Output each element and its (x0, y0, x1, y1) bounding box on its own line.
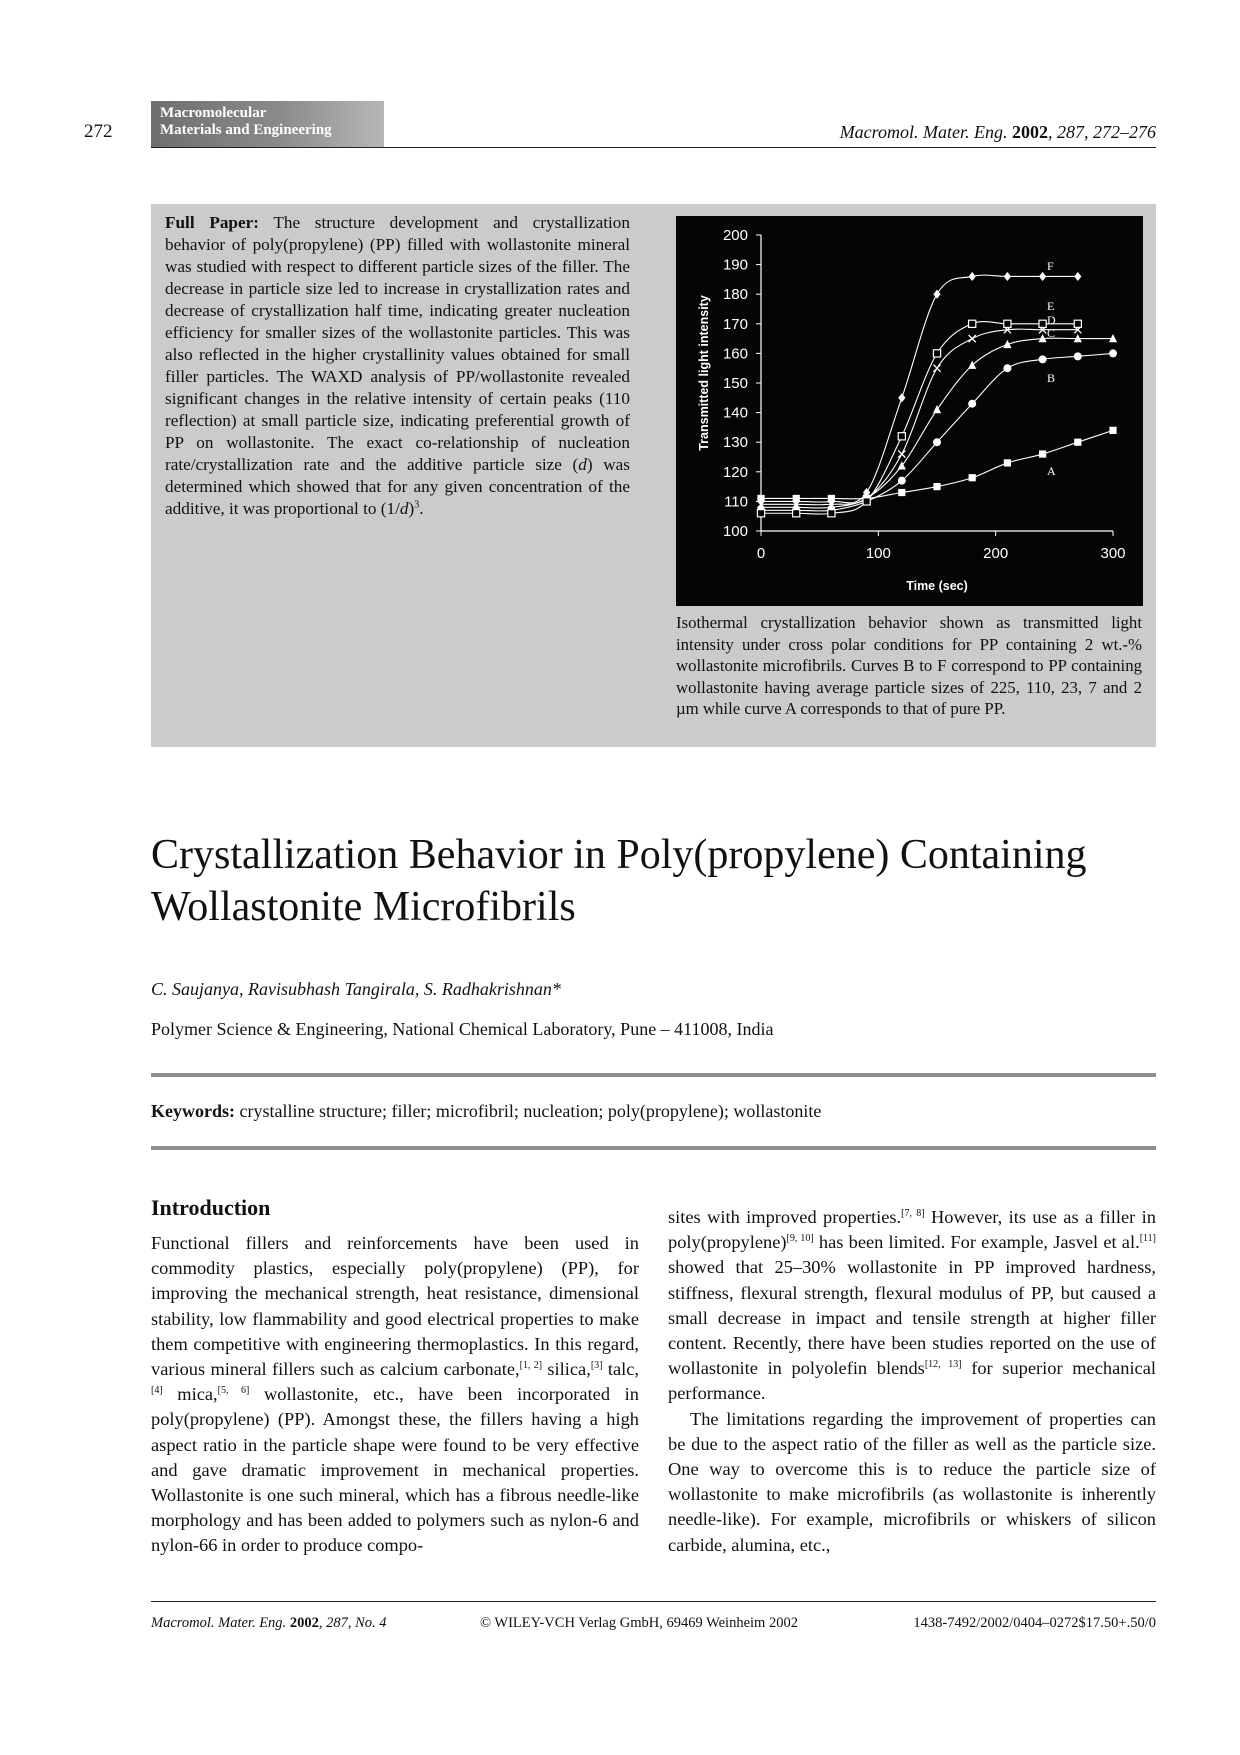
data-point (933, 483, 940, 490)
y-tick-label: 140 (722, 404, 748, 422)
series-label: C (1047, 326, 1056, 340)
data-point (1109, 349, 1117, 357)
abstract-variable-d: d (578, 455, 587, 474)
y-tick-label: 180 (722, 286, 748, 304)
intro-paragraph-1-continued (668, 1205, 1156, 1407)
data-point (898, 477, 906, 485)
data-point (933, 438, 941, 446)
x-axis-label: Time (sec) (906, 579, 968, 593)
data-point (1074, 352, 1082, 360)
citation: [4] (151, 1385, 163, 1397)
data-point (1074, 320, 1081, 327)
intro-paragraph-2: The limitations regarding the improvement of properties can be due to the aspect ratio of the filler as well as the particle size. One way to overcome this is to reduce the particle size of wollastonite to make microfibrils (as wollastonite is inherently needle-like). For example, microfibrils or whiskers of silicon carbide, alumina, etc., (668, 1408, 1156, 1555)
journal-logo (151, 101, 384, 147)
data-point (1074, 439, 1081, 446)
data-point (969, 320, 976, 327)
abstract-text-1: The structure development and crystallization behavior of poly(propylene) (PP) filled with wollastonite mineral was studied with respect to different particle sizes of the filler. The decrease in particle size led to increase in crystallization rates and decrease of crystallization half time, indicating greater nucleation efficiency for smaller sizes of the wollastonite particles. This was also reflected in the higher crystallinity values obtained for small filler particles. The WAXD analysis of PP/wollastonite revealed significant changes in the relative intensity of certain peaks (110 reflection) at small particle size, indicating preferential growth of PP on wollastonite. The exact co-relationship of nucleation rate/crystallization rate and the additive particle size ( (165, 213, 630, 474)
text-run: talc, (602, 1359, 639, 1380)
abstract-text-3: ) (408, 499, 415, 518)
citation: [9, 10] (786, 1233, 814, 1245)
y-tick-label: 190 (722, 256, 748, 274)
x-tick-label: 100 (865, 545, 891, 562)
data-point (1004, 459, 1011, 466)
data-point (968, 400, 976, 408)
series-label: F (1047, 259, 1054, 273)
footer-copyright: © WILEY-VCH Verlag GmbH, 69469 Weinheim 2002 (480, 1615, 798, 1631)
data-point (898, 433, 905, 440)
data-point (863, 498, 870, 505)
data-point (933, 350, 940, 357)
text-run: silica, (542, 1359, 591, 1380)
y-tick-label: 200 (722, 227, 748, 244)
chart-svg (676, 216, 1143, 606)
y-tick-label: 100 (722, 523, 748, 540)
footer-volume-issue: , 287, No. 4 (318, 1615, 387, 1631)
abstract-exponent: 3 (414, 499, 420, 511)
citation: [1, 2] (519, 1359, 543, 1371)
data-point (757, 510, 764, 517)
text-run: showed that 25–30% wollastonite in PP improved hardness, stiffness, flexural strength, flexural modulus of PP, but caused a small decrease in impact and tensile strength at higher filler content. Recently, there have been studies reported on the use of wollastonite in polyolefin blends (668, 1257, 1156, 1379)
data-point (1039, 320, 1046, 327)
x-tick-label: 300 (1100, 545, 1126, 562)
running-year: 2002 (1012, 122, 1048, 142)
footer-issn: 1438-7492/2002/0404–0272$17.50+.50/0 (913, 1615, 1156, 1631)
header-rule (151, 147, 1156, 148)
text-run: for superior mechanical performance. (668, 1358, 1156, 1404)
body-column-left (151, 1231, 639, 1559)
keywords-rule-bottom (151, 1146, 1156, 1150)
text-run: mica, (162, 1384, 218, 1405)
authors: C. Saujanya, Ravisubhash Tangirala, S. Radhakrishnan* (151, 979, 561, 999)
section-heading-introduction: Introduction (151, 1195, 271, 1220)
data-point (969, 474, 976, 481)
footer-rule (151, 1601, 1156, 1602)
running-head: Macromol. Mater. Eng. 2002, 287, 272–276 (839, 122, 1156, 142)
y-axis-label: Transmitted light intensity (697, 295, 711, 451)
abstract-label: Full Paper: (165, 213, 259, 232)
abstract-variable-d-2: d (399, 499, 409, 518)
series-label: E (1047, 299, 1055, 313)
data-point (828, 510, 835, 517)
x-tick-label: 200 (983, 545, 1009, 562)
series-label: A (1047, 464, 1056, 478)
logo-line-2: Materials and Engineering (160, 122, 332, 138)
text-run: has been limited. For example, Jasvel et al. (813, 1232, 1140, 1253)
y-tick-label: 170 (722, 315, 748, 333)
text-run: sites with improved properties. (668, 1207, 902, 1227)
footer-year: 2002 (289, 1615, 319, 1631)
affiliation: Polymer Science & Engineering, National Chemical Laboratory, Pune – 411008, India (151, 1019, 774, 1039)
text-run: However, its use as a filler in poly(propylene) (668, 1207, 1156, 1253)
keywords-label: Keywords: (151, 1101, 235, 1121)
figure-chart (676, 216, 1143, 606)
text-run: wollastonite, etc., have been incorporated in poly(propylene) (PP). Amongst these, the fillers having a high aspect ratio in the particle shape were found to be very effective and gave dramatic improvement in mechanical properties. Wollastonite is one such mineral, which has a fibrous needle-like morphology and has been added to polymers such as nylon-6 and nylon-66 in order to produce compo- (151, 1384, 639, 1556)
y-tick-label: 130 (722, 434, 748, 452)
title-line-2: Wollastonite Microfibrils (151, 884, 576, 930)
logo-line-1: Macromolecular (160, 105, 267, 121)
citation: [7, 8] (901, 1207, 925, 1219)
data-point (1039, 355, 1047, 363)
y-tick-label: 150 (722, 375, 748, 392)
intro-paragraph-1 (151, 1231, 639, 1559)
footer-citation (151, 1615, 386, 1632)
citation: [12, 13] (924, 1359, 962, 1371)
y-tick-label: 110 (724, 493, 748, 511)
data-point (898, 489, 905, 496)
series-label: D (1047, 313, 1056, 327)
title-line-1: Crystallization Behavior in Poly(propylene) Containing (151, 832, 1087, 878)
y-tick-label: 160 (722, 345, 748, 363)
running-volume: 287 (1057, 122, 1084, 142)
body-column-right (668, 1205, 1156, 1558)
data-point (1109, 427, 1116, 434)
data-point (793, 510, 800, 517)
x-tick-label: 0 (756, 545, 766, 562)
abstract-text (165, 212, 630, 520)
data-point (1004, 320, 1011, 327)
running-journal: Macromol. Mater. Eng. (839, 122, 1008, 142)
data-point (1039, 450, 1046, 457)
y-tick-label: 120 (722, 463, 748, 481)
citation: [11] (1139, 1233, 1156, 1245)
keywords (151, 1101, 821, 1122)
citation: [5, 6] (217, 1385, 250, 1397)
figure-caption: Isothermal crystallization behavior shown as transmitted light intensity under cross polar conditions for PP containing 2 wt.-% wollastonite microfibrils. Curves B to F correspond to PP containing wollastonite having average particle sizes of 225, 110, 23, 7 and 2 µm while curve A corresponds to that of pure PP. (676, 613, 1142, 718)
keywords-text: crystalline structure; filler; microfibril; nucleation; poly(propylene); wollastonite (239, 1101, 822, 1121)
text-run: Functional fillers and reinforcements have been used in commodity plastics, especially poly(propylene) (PP), for improving the mechanical strength, heat resistance, dimensional stability, low flammability and good electrical properties to make them competitive with engineering thermoplastics. In this regard, various mineral fillers such as calcium carbonate, (151, 1233, 639, 1380)
running-pages: 272–276 (1093, 122, 1156, 142)
abstract-text-end: . (419, 499, 424, 518)
data-point (1003, 364, 1011, 372)
keywords-rule-top (151, 1073, 1156, 1077)
abstract-text-2: ) was determined which showed that for any given concentration of the additive, it was proportional to (1/ (165, 455, 630, 518)
footer-journal: Macromol. Mater. Eng. (151, 1615, 287, 1631)
article-title (151, 829, 1156, 933)
series-label: B (1047, 371, 1056, 385)
page-number: 272 (84, 121, 113, 142)
citation: [3] (590, 1359, 603, 1371)
